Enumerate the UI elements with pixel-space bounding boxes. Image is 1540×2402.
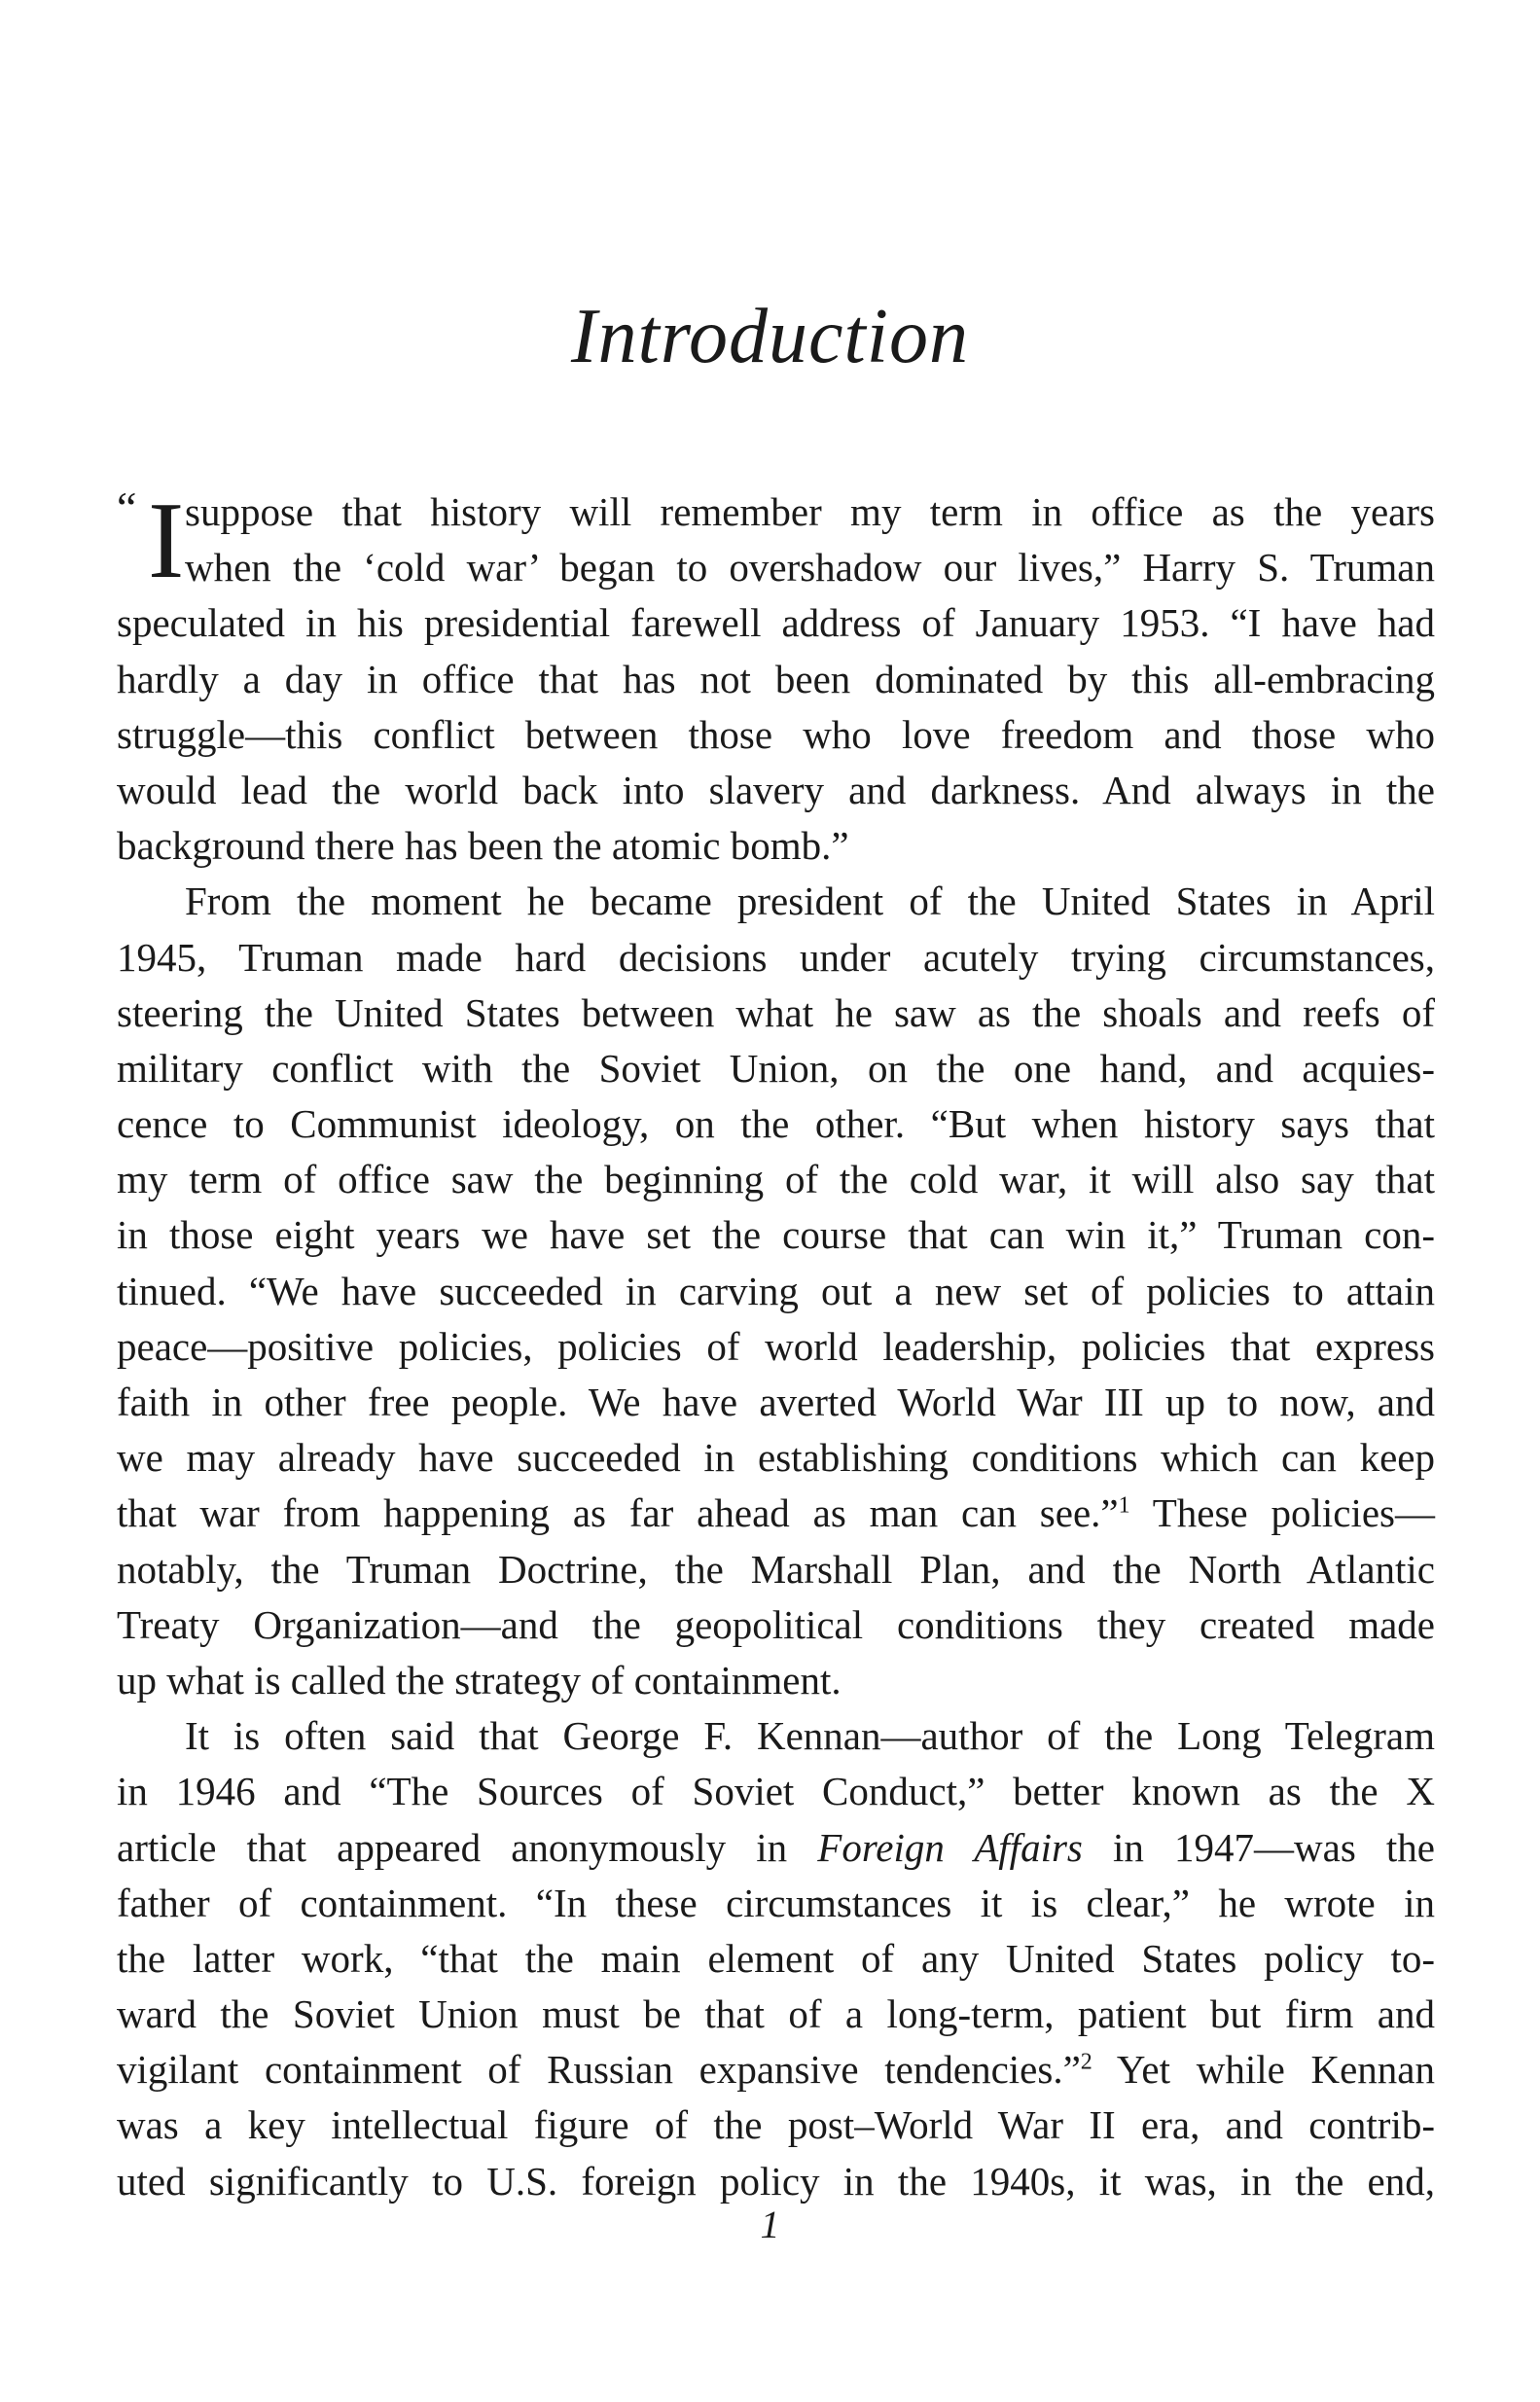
text-line: steering the United States between what he saw as the shoals and reefs of xyxy=(117,989,1435,1035)
text-line: 1945, Truman made hard decisions under acutely trying circumstances, xyxy=(117,934,1435,980)
text-line: uted significantly to U.S. foreign policy in the 1940s, it was, in the end, xyxy=(117,2158,1435,2204)
text-line xyxy=(117,2042,1435,2097)
text-line: would lead the world back into slavery and darkness. And always in the xyxy=(117,767,1435,812)
text-line: cence to Communist ideology, on the other. “But when history says that xyxy=(117,1101,1435,1147)
text-line xyxy=(117,1820,1435,1876)
text-line: up what is called the strategy of containment. xyxy=(117,1657,842,1703)
text-line: It is often said that George F. Kennan—author of the Long Telegram xyxy=(185,1713,1435,1759)
text-line: the latter work, “that the main element of any United States policy to- xyxy=(117,1935,1435,1981)
text-line xyxy=(117,1486,1435,1541)
footnote-marker[interactable]: 1 xyxy=(1118,1492,1130,1519)
text-run: These policies— xyxy=(1129,1490,1435,1536)
text-line: speculated in his presidential farewell address of January 1953. “I have had xyxy=(117,600,1435,646)
text-run: in 1947—was the xyxy=(1082,1824,1436,1870)
text-line: struggle—this conflict between those who love freedom and those who xyxy=(117,711,1435,757)
publication-title: Foreign Affairs xyxy=(817,1824,1083,1870)
text-line: military conflict with the Soviet Union, on the one hand, and acquies- xyxy=(117,1045,1435,1091)
text-line: my term of office saw the beginning of the cold war, it will also say that xyxy=(117,1157,1435,1202)
text-run: Yet while Kennan xyxy=(1092,2047,1435,2093)
text-line: when the ‘cold war’ began to overshadow our lives,” Harry S. Truman xyxy=(185,545,1435,591)
text-run: article that appeared anonymously in xyxy=(117,1824,818,1870)
page-number: 1 xyxy=(760,2203,780,2246)
text-line: tinued. “We have succeeded in carving out a new set of policies to attain xyxy=(117,1268,1435,1313)
paragraph-2 xyxy=(117,874,1435,1708)
text-line: in 1946 and “The Sources of Soviet Conduct,” better known as the X xyxy=(117,1769,1435,1814)
text-line: peace—positive policies, policies of world leadership, policies that express xyxy=(117,1323,1435,1369)
text-line: background there has been the atomic bomb.” xyxy=(117,823,849,869)
opening-quote-mark: “ xyxy=(117,483,137,532)
text-line: suppose that history will remember my term in office as the years xyxy=(185,489,1435,534)
chapter-title: Introduction xyxy=(571,294,969,379)
text-line: faith in other free people. We have averted World War III up to now, and xyxy=(117,1380,1435,1424)
text-line: ward the Soviet Union must be that of a long-term, patient but firm and xyxy=(117,1991,1435,2037)
paragraph-3 xyxy=(117,1708,1435,2209)
text-run: that war from happening as far ahead as man can see.” xyxy=(117,1490,1119,1536)
footnote-marker[interactable]: 2 xyxy=(1080,2049,1092,2075)
text-run: vigilant containment of Russian expansive tendencies.” xyxy=(117,2047,1081,2093)
paragraph-1 xyxy=(117,481,1435,874)
text-line: Treaty Organization—and the geopolitical conditions they created made xyxy=(117,1601,1435,1647)
text-line: was a key intellectual figure of the post–World War II era, and contrib- xyxy=(117,2102,1435,2148)
text-line: in those eight years we have set the course that can win it,” Truman con- xyxy=(117,1212,1435,1258)
drop-cap-letter: I xyxy=(148,481,185,601)
body-text xyxy=(117,481,1436,2209)
text-line: hardly a day in office that has not been dominated by this all-embracing xyxy=(117,656,1435,701)
text-line: we may already have succeeded in establishing conditions which can keep xyxy=(117,1435,1435,1481)
text-line: notably, the Truman Doctrine, the Marshall Plan, and the North Atlantic xyxy=(117,1546,1435,1592)
text-line: father of containment. “In these circumstances it is clear,” he wrote in xyxy=(117,1880,1435,1925)
text-line: From the moment he became president of the United States in April xyxy=(185,878,1435,924)
drop-cap-group xyxy=(117,481,185,601)
